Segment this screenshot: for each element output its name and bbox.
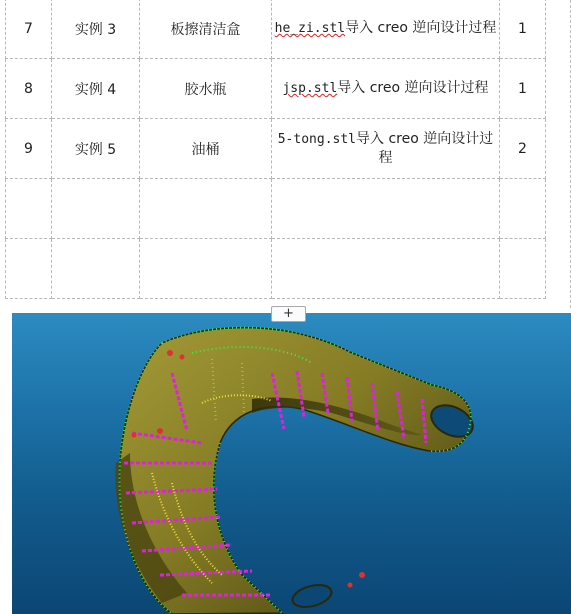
example-name-cell[interactable]: 实例 3 <box>52 0 140 59</box>
row-number-cell[interactable]: 9 <box>6 119 52 179</box>
item-name-cell[interactable] <box>140 179 272 239</box>
stl-filename: he_zi.stl <box>274 21 346 36</box>
description-cell[interactable] <box>272 59 500 119</box>
item-name-cell[interactable]: 板擦清洁盒 <box>140 0 272 59</box>
model-render <box>12 313 571 614</box>
fork-part-body <box>115 328 477 614</box>
quantity-cell[interactable]: 1 <box>500 0 546 59</box>
stl-filename: 5-tong.stl <box>277 131 357 147</box>
description-cell[interactable] <box>272 0 500 59</box>
item-name-cell[interactable] <box>140 239 272 299</box>
quantity-cell[interactable] <box>500 179 546 239</box>
description-text: 导入 creo 逆向设计过程 <box>345 20 497 36</box>
quantity-cell[interactable]: 2 <box>500 119 546 179</box>
example-name-cell[interactable] <box>52 239 140 299</box>
item-name-cell[interactable]: 油桶 <box>140 119 272 179</box>
quantity-cell[interactable] <box>500 239 546 299</box>
row-number-cell[interactable]: 8 <box>6 59 52 119</box>
example-name-cell[interactable] <box>52 179 140 239</box>
stl-filename: jsp.stl <box>282 81 338 96</box>
table-row <box>6 179 546 239</box>
document-table <box>5 0 546 299</box>
table-row <box>6 119 546 179</box>
description-cell[interactable] <box>272 119 500 179</box>
row-number-cell[interactable] <box>6 179 52 239</box>
example-name-cell[interactable]: 实例 4 <box>52 59 140 119</box>
example-name-cell[interactable]: 实例 5 <box>52 119 140 179</box>
table-row <box>6 59 546 119</box>
description-text: 导入 creo 逆向设计过程 <box>356 130 494 166</box>
description-cell[interactable] <box>272 239 500 299</box>
table-row <box>6 239 546 299</box>
quantity-cell[interactable]: 1 <box>500 59 546 119</box>
row-number-cell[interactable] <box>6 239 52 299</box>
description-text: 导入 creo 逆向设计过程 <box>337 80 489 96</box>
row-number-cell[interactable]: 7 <box>6 0 52 59</box>
description-cell[interactable] <box>272 179 500 239</box>
scan-model-image[interactable] <box>12 313 571 614</box>
item-name-cell[interactable]: 胶水瓶 <box>140 59 272 119</box>
table-row <box>6 0 546 59</box>
insert-row-button[interactable]: + <box>271 306 306 322</box>
